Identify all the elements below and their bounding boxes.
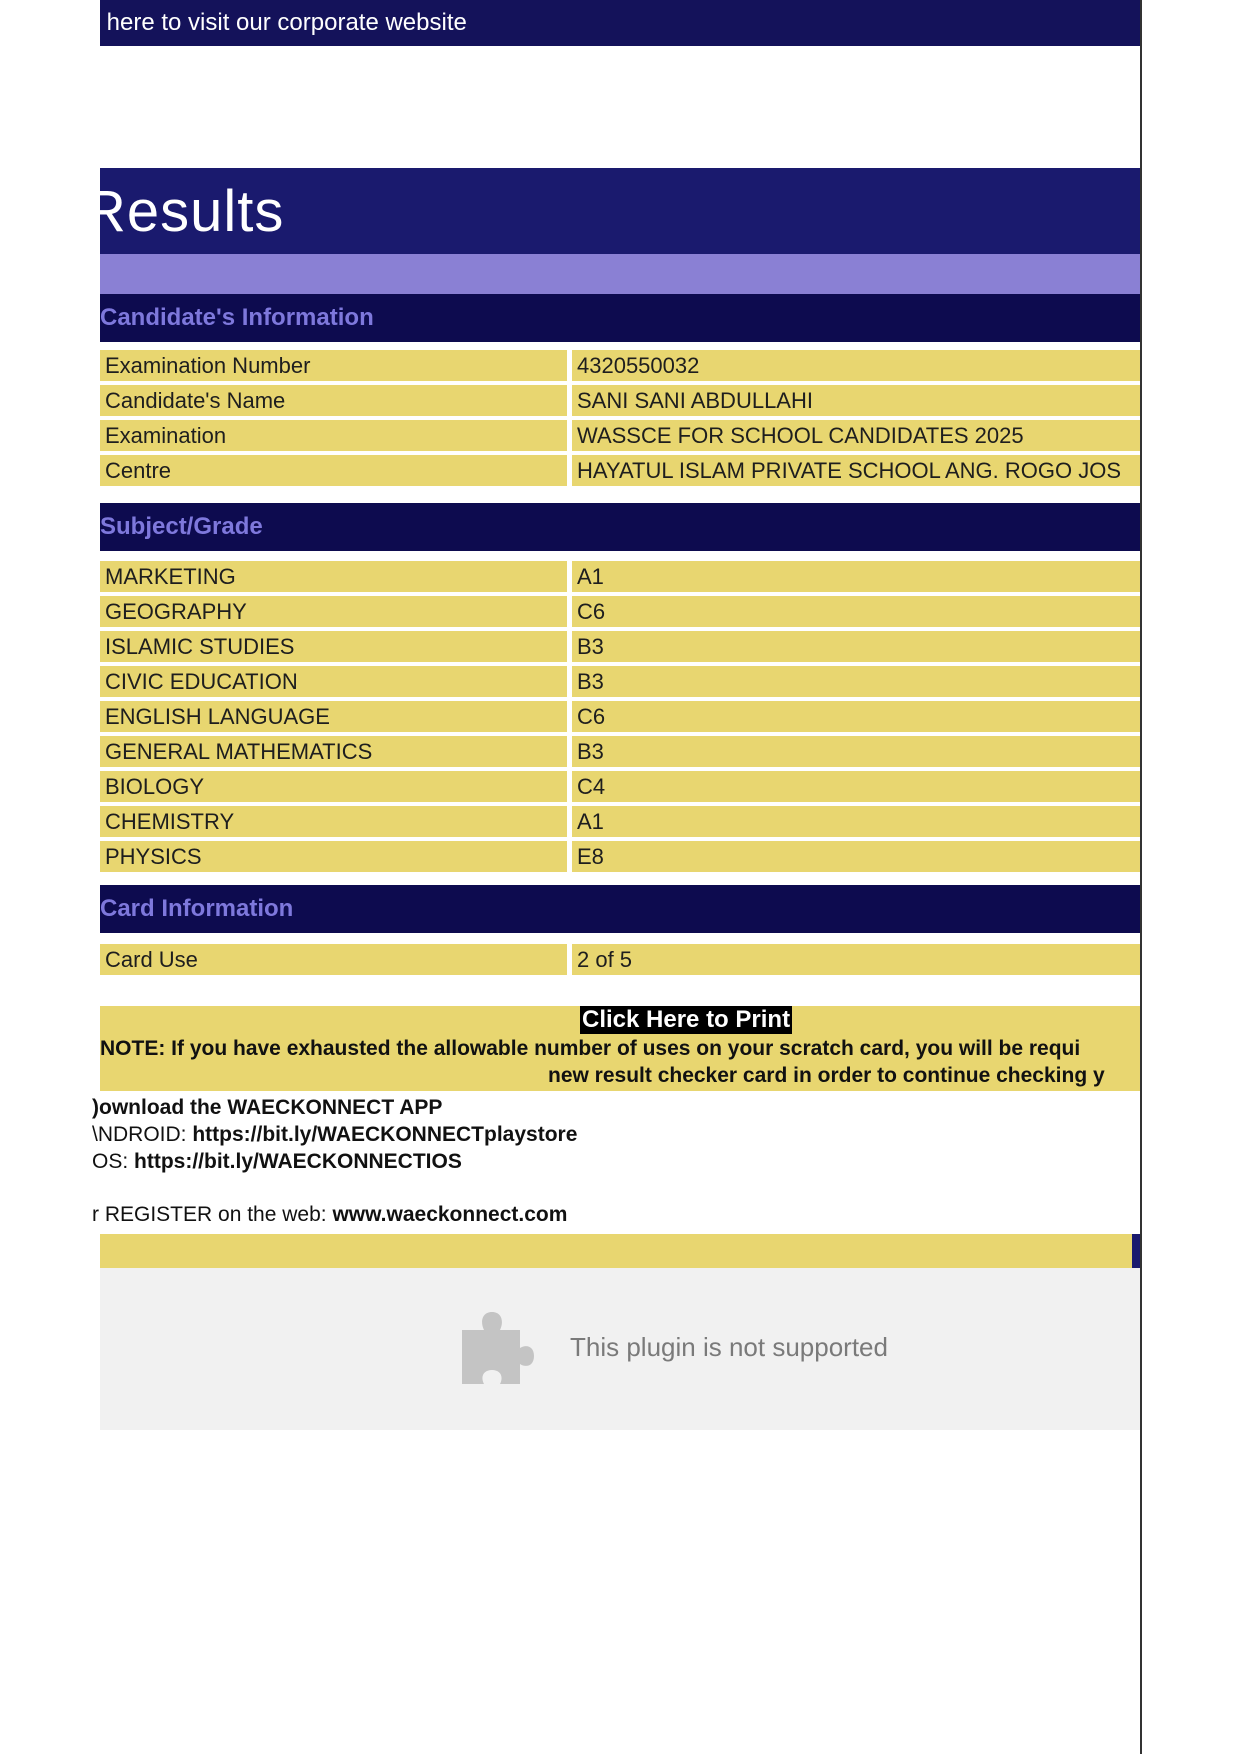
- subject-grade: A1: [572, 806, 1140, 837]
- table-row: [100, 771, 1140, 802]
- page-title: Results: [84, 179, 285, 244]
- results-banner: [84, 168, 1140, 254]
- subject-name: BIOLOGY: [100, 771, 567, 802]
- candidate-info-table: [100, 350, 1140, 490]
- footer-bar: [100, 1234, 1140, 1268]
- row-value: WASSCE FOR SCHOOL CANDIDATES 2025: [572, 420, 1140, 451]
- subject-grade: A1: [572, 561, 1140, 592]
- plugin-placeholder: [100, 1268, 1140, 1430]
- table-row: [100, 806, 1140, 837]
- browser-viewport: [84, 0, 1140, 1754]
- subject-grade: C4: [572, 771, 1140, 802]
- subject-name: ISLAMIC STUDIES: [100, 631, 567, 662]
- row-label: Examination: [100, 420, 567, 451]
- subject-grade: B3: [572, 666, 1140, 697]
- row-value: SANI SANI ABDULLAHI: [572, 385, 1140, 416]
- table-row: [100, 596, 1140, 627]
- row-label: Card Use: [100, 944, 567, 975]
- table-row: [100, 841, 1140, 872]
- page-edge-line: [1140, 0, 1142, 1754]
- table-row: [100, 736, 1140, 767]
- table-row: [100, 701, 1140, 732]
- subject-grade: C6: [572, 596, 1140, 627]
- candidate-info-heading-text: Candidate's Information: [100, 304, 374, 331]
- table-row: [100, 350, 1140, 381]
- card-info-heading-text: Card Information: [100, 895, 294, 922]
- subject-name: GEOGRAPHY: [100, 596, 567, 627]
- table-row: [100, 420, 1140, 451]
- table-row: [100, 666, 1140, 697]
- register-link[interactable]: www.waeckonnect.com: [332, 1203, 568, 1226]
- row-label: Centre: [100, 455, 567, 486]
- table-row: [100, 631, 1140, 662]
- puzzle-piece-icon: [454, 1304, 538, 1388]
- subject-grade: E8: [572, 841, 1140, 872]
- ios-link[interactable]: https://bit.ly/WAECKONNECTIOS: [134, 1150, 462, 1173]
- row-label: Candidate's Name: [100, 385, 567, 416]
- row-value: HAYATUL ISLAM PRIVATE SCHOOL ANG. ROGO JOS: [572, 455, 1140, 486]
- corporate-website-link[interactable]: k here to visit our corporate website: [88, 9, 467, 36]
- subject-grade: B3: [572, 631, 1140, 662]
- row-value: 2 of 5: [572, 944, 1140, 975]
- subject-name: CHEMISTRY: [100, 806, 567, 837]
- top-banner: [88, 0, 1140, 46]
- register-label: r REGISTER on the web:: [92, 1203, 333, 1226]
- table-row: [100, 455, 1140, 486]
- app-download-info: [92, 1094, 577, 1228]
- table-row: [100, 561, 1140, 592]
- plugin-message: This plugin is not supported: [570, 1332, 888, 1362]
- subject-grade-heading: [100, 503, 1140, 551]
- subject-name: GENERAL MATHEMATICS: [100, 736, 567, 767]
- subject-name: ENGLISH LANGUAGE: [100, 701, 567, 732]
- note-text-line-1: NOTE: If you have exhausted the allowable number of uses on your scratch card, you will be requi: [100, 1037, 1081, 1060]
- subject-grade: C6: [572, 701, 1140, 732]
- card-info-heading: [100, 885, 1140, 933]
- ios-label: OS:: [92, 1150, 135, 1173]
- footer-bar-accent: [1132, 1234, 1140, 1268]
- row-value: 4320550032: [572, 350, 1140, 381]
- app-download-title: )ownload the WAECKONNECT APP: [92, 1096, 443, 1119]
- table-row: [100, 385, 1140, 416]
- candidate-info-heading: [100, 294, 1140, 342]
- android-link[interactable]: https://bit.ly/WAECKONNECTplaystore: [192, 1123, 578, 1146]
- android-label: \NDROID:: [92, 1123, 193, 1146]
- subject-grade-table: [100, 561, 1140, 876]
- subject-name: PHYSICS: [100, 841, 567, 872]
- table-row: [100, 944, 1140, 975]
- row-label: Examination Number: [100, 350, 567, 381]
- print-button[interactable]: Click Here to Print: [582, 1006, 791, 1033]
- card-info-table: [100, 944, 1140, 979]
- subject-grade: B3: [572, 736, 1140, 767]
- subject-grade-heading-text: Subject/Grade: [100, 513, 263, 540]
- banner-divider: [100, 254, 1140, 294]
- subject-name: MARKETING: [100, 561, 567, 592]
- subject-name: CIVIC EDUCATION: [100, 666, 567, 697]
- note-text-line-2: new result checker card in order to continue checking y: [548, 1064, 1105, 1087]
